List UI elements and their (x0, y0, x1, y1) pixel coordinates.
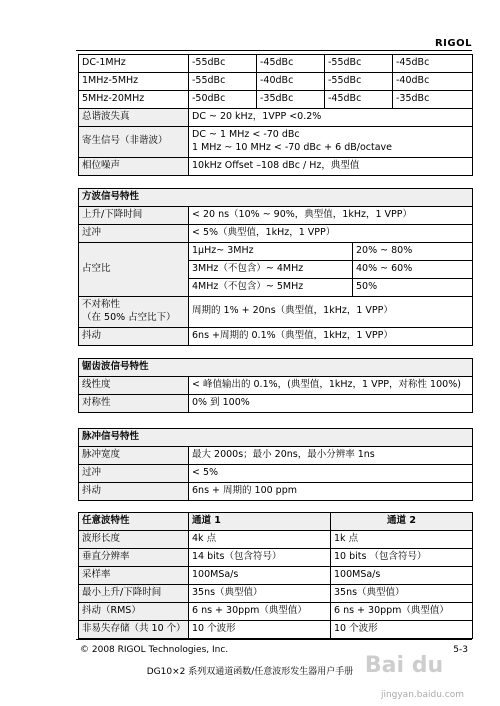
ch1-value: 100MSa/s (189, 567, 331, 585)
pulse-width-label: 脉冲宽度 (79, 447, 189, 465)
duty-cycle-label: 占空比 (79, 243, 189, 297)
table-row (79, 429, 473, 447)
jitter-label: 抖动 (79, 483, 189, 501)
table-row (79, 447, 473, 465)
ch1-value: 6 ns + 30ppm（典型值） (189, 603, 331, 621)
asymmetry-label-line: 不对称性 (82, 299, 121, 310)
ch2-value: 1k 点 (331, 531, 473, 549)
brand-logo: RIGOL (434, 38, 472, 49)
page-number: 5-3 (453, 645, 468, 655)
table-row (79, 207, 473, 225)
footer-rule (76, 639, 472, 640)
thd-label: 总谐波失真 (79, 109, 189, 127)
spurious-label: 寄生信号（非谐波） (79, 127, 189, 158)
table-row (79, 531, 473, 549)
value-cell: -45dBc (257, 55, 325, 73)
table-row (79, 225, 473, 243)
overshoot-label: 过冲 (79, 225, 189, 243)
section-title: 方波信号特性 (79, 189, 473, 207)
table-row (79, 327, 473, 345)
rise-time-value: < 20 ns（10% ~ 90%，典型值，1kHz，1 VPP） (189, 207, 473, 225)
table-row (79, 567, 473, 585)
table-row (79, 465, 473, 483)
linearity-label: 线性度 (79, 377, 189, 395)
linearity-value: < 峰值输出的 0.1%，(典型值，1kHz，1 VPP，对称性 100%) (189, 377, 473, 395)
arbitrary-wave-table (78, 512, 473, 639)
table-row (79, 127, 473, 158)
table-row (79, 621, 473, 639)
param-label: 非易失存储（共 10 个） (79, 621, 189, 639)
asymmetry-label (79, 297, 189, 328)
table-row (79, 585, 473, 603)
pulse-table (78, 428, 473, 501)
value-cell: -50dBc (189, 91, 257, 109)
table-row (79, 603, 473, 621)
table-row (79, 157, 473, 175)
phase-noise-value: 10kHz Offset –108 dBc / Hz，典型值 (189, 157, 473, 175)
phase-noise-label: 相位噪声 (79, 157, 189, 175)
value-cell: -55dBc (325, 55, 393, 73)
section-title: 脉冲信号特性 (79, 429, 473, 447)
overshoot-label: 过冲 (79, 465, 189, 483)
table-row (79, 297, 473, 328)
ch1-value: 10 个波形 (189, 621, 331, 639)
rise-time-label: 上升/下降时间 (79, 207, 189, 225)
spurious-line: 1 MHz ~ 10 MHz < -70 dBc + 6 dB/octave (192, 141, 392, 153)
ch2-value: 35ns（典型值） (331, 585, 473, 603)
table-row (79, 109, 473, 127)
duty-freq-cell: 1μHz~ 3MHz (189, 243, 353, 261)
duty-range-cell: 50% (353, 279, 473, 297)
freq-range-cell: 1MHz-5MHz (79, 73, 189, 91)
jitter-label: 抖动 (79, 327, 189, 345)
table-row (79, 359, 473, 377)
channel-2-header: 通道 2 (331, 513, 473, 531)
table-row (79, 91, 473, 109)
ramp-table (78, 358, 473, 413)
table-row (79, 549, 473, 567)
ch1-value: 14 bits（包含符号） (189, 549, 331, 567)
asymmetry-value: 周期的 1% + 20ns（典型值，1kHz，1 VPP） (189, 297, 473, 328)
ch2-value: 100MSa/s (331, 567, 473, 585)
section-title: 锯齿波信号特性 (79, 359, 473, 377)
duty-freq-cell: 4MHz（不包含）~ 5MHz (189, 279, 353, 297)
duty-freq-cell: 3MHz（不包含）~ 4MHz (189, 261, 353, 279)
jitter-value: 6ns + 周期的 100 ppm (189, 483, 473, 501)
duty-range-cell: 40% ~ 60% (353, 261, 473, 279)
harmonic-table (78, 54, 473, 176)
section-title: 任意波特性 (79, 513, 189, 531)
value-cell: -35dBc (393, 91, 473, 109)
value-cell: -45dBc (325, 91, 393, 109)
watermark-url: jingyan.baidu.com (380, 690, 464, 700)
ch2-value: 10 bits （包含符号） (331, 549, 473, 567)
ch2-value: 10 个波形 (331, 621, 473, 639)
value-cell: -35dBc (257, 91, 325, 109)
table-row (79, 377, 473, 395)
param-label: 采样率 (79, 567, 189, 585)
value-cell: -40dBc (393, 73, 473, 91)
ch1-value: 35ns（典型值） (189, 585, 331, 603)
ch2-value: 6 ns + 30ppm（典型值） (331, 603, 473, 621)
watermark-logo: Bai du (364, 653, 444, 678)
freq-range-cell: DC-1MHz (79, 55, 189, 73)
spurious-line: DC ~ 1 MHz < -70 dBc (192, 129, 300, 140)
value-cell: -40dBc (257, 73, 325, 91)
param-label: 波形长度 (79, 531, 189, 549)
copyright: © 2008 RIGOL Technologies, Inc. (80, 645, 229, 655)
channel-1-header: 通道 1 (189, 513, 331, 531)
symmetry-label: 对称性 (79, 395, 189, 413)
table-row (79, 55, 473, 73)
jitter-value: 6ns +周期的 0.1%（典型值，1kHz，1 VPP） (189, 327, 473, 345)
spurious-value (189, 127, 473, 158)
asymmetry-label-line: （在 50% 占空比下） (82, 311, 176, 323)
param-label: 最小上升/下降时间 (79, 585, 189, 603)
ch1-value: 4k 点 (189, 531, 331, 549)
square-wave-table (78, 188, 473, 346)
table-row (79, 395, 473, 413)
duty-range-cell: 20% ~ 80% (353, 243, 473, 261)
table-row (79, 189, 473, 207)
param-label: 抖动（RMS） (79, 603, 189, 621)
overshoot-value: < 5%（典型值，1kHz，1 VPP） (189, 225, 473, 243)
document-title: DG10×2 系列双通道函数/任意波形发生器用户手册 (146, 667, 354, 677)
symmetry-value: 0% 到 100% (189, 395, 473, 413)
overshoot-value: < 5% (189, 465, 473, 483)
value-cell: -45dBc (393, 55, 473, 73)
table-row (79, 243, 473, 261)
thd-value: DC ~ 20 kHz，1VPP <0.2% (189, 109, 473, 127)
table-row (79, 513, 473, 531)
table-row (79, 483, 473, 501)
value-cell: -55dBc (189, 55, 257, 73)
header-rule (76, 50, 472, 51)
value-cell: -55dBc (325, 73, 393, 91)
value-cell: -55dBc (189, 73, 257, 91)
table-row (79, 73, 473, 91)
param-label: 垂直分辨率 (79, 549, 189, 567)
freq-range-cell: 5MHz-20MHz (79, 91, 189, 109)
pulse-width-value: 最大 2000s；最小 20ns，最小分辨率 1ns (189, 447, 473, 465)
